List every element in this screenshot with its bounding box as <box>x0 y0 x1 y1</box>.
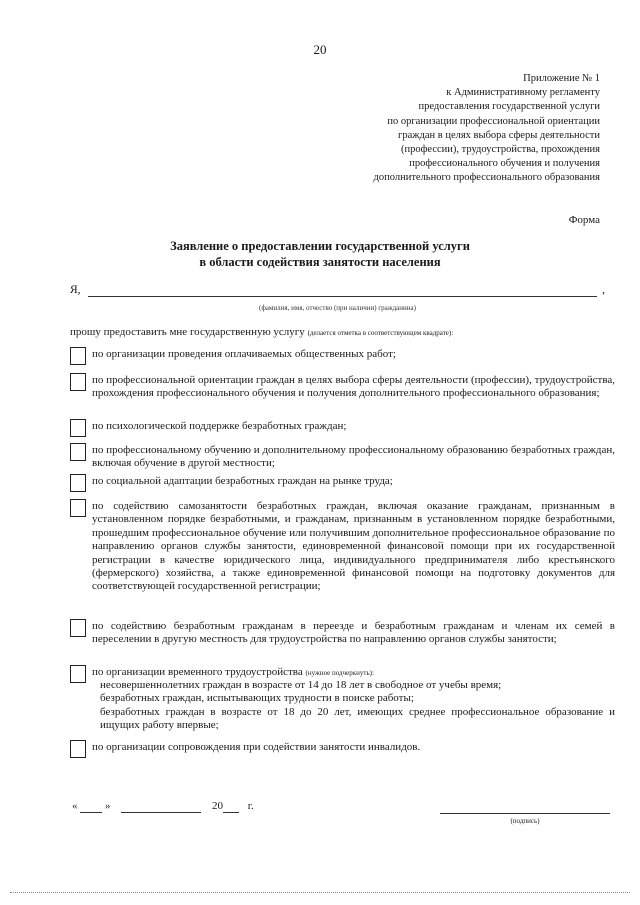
date-close-quote: » <box>105 800 111 812</box>
option-label: по организации временного трудоустройства <box>92 666 303 678</box>
temporary-employment-item[interactable]: безработных граждан, испытывающих трудности в поиске работы; <box>100 692 414 705</box>
applicant-name-hint: (фамилия, имя, отчество (при наличии) гражданина) <box>259 304 416 312</box>
date-year-prefix: 20 <box>212 800 223 812</box>
form-label: Форма <box>568 214 600 226</box>
option-checkbox[interactable] <box>70 619 86 637</box>
appendix-line: граждан в целях выбора сферы деятельности <box>398 129 600 141</box>
document-title <box>0 238 640 270</box>
option-text: по организации сопровождения при содействии занятости инвалидов. <box>92 741 421 753</box>
temporary-employment-item[interactable]: безработных граждан в возрасте от 18 до 20 лет, имеющих среднее профессиональное образование и ищущих работу впервые; <box>100 705 615 732</box>
temporary-employment-list <box>100 679 615 733</box>
appendix-line: к Административному регламенту <box>446 87 600 99</box>
title-line-2: в области содействия занятости населения <box>199 255 441 269</box>
option-text: по профессиональной ориентации граждан в целях выбора сферы деятельности (профессии), трудоустройства, прохождения профессионального обучения и получения дополнительного профессионального образования; <box>92 374 615 400</box>
date-open-quote: « <box>72 800 78 812</box>
date-day-field[interactable] <box>80 800 102 813</box>
option-checkbox[interactable] <box>70 419 86 437</box>
page-bottom-divider <box>10 892 630 893</box>
option-checkbox[interactable] <box>70 740 86 758</box>
applicant-suffix: , <box>602 284 605 296</box>
applicant-name-field[interactable] <box>88 296 597 297</box>
option-checkbox[interactable] <box>70 665 86 683</box>
appendix-line: по организации профессиональной ориентации <box>387 115 600 127</box>
signature-hint: (подпись) <box>510 817 540 825</box>
page-number: 20 <box>313 42 327 57</box>
date-year-field[interactable] <box>223 800 239 813</box>
option-text: по организации проведения оплачиваемых общественных работ; <box>92 348 396 360</box>
option-checkbox[interactable] <box>70 347 86 365</box>
appendix-line: дополнительного профессионального образования <box>373 172 600 184</box>
option-text: по содействию безработным гражданам в переезде и безработным гражданам и членам их семей в переселении в другую местность для трудоустройства по направлению органов службы занятости; <box>92 620 615 646</box>
title-line-1: Заявление о предоставлении государственной услуги <box>170 239 470 253</box>
signature-field[interactable] <box>440 813 610 814</box>
date-year-suffix: г. <box>247 800 254 812</box>
option-text: по социальной адаптации безработных граждан на рынке труда; <box>92 475 393 487</box>
temporary-employment-item[interactable]: несовершеннолетних граждан в возрасте от 14 до 18 лет в свободное от учебы время; <box>100 679 502 691</box>
option-checkbox[interactable] <box>70 499 86 517</box>
request-line <box>70 326 453 338</box>
appendix-line: предоставления государственной услуги <box>418 101 600 113</box>
appendix-line: профессионального обучения и получения <box>409 158 600 170</box>
appendix-line: Приложение № 1 <box>523 73 600 84</box>
date-line <box>72 800 254 813</box>
option-text: по профессиональному обучению и дополнительному профессиональному образованию безработных граждан, включая обучение в другой местности; <box>92 444 615 470</box>
option-text: по психологической поддержке безработных граждан; <box>92 420 347 432</box>
appendix-block <box>374 72 600 186</box>
option-checkbox[interactable] <box>70 443 86 461</box>
option-checkbox[interactable] <box>70 474 86 492</box>
applicant-prefix: Я, <box>70 284 81 296</box>
request-hint: (делается отметка в соответствующем квадрате): <box>307 329 454 337</box>
option-text: по содействию самозанятости безработных граждан, включая оказание гражданам, признанным в установленном порядке безработными, и гражданам, признанным в установленном порядке безработными, прошедшим профессиональное обучение или получившим дополнительное профессиональное образование по направлению органов службы занятости, единовременной финансовой помощи при их государственной регистрации в качестве юридического лица, индивидуального предпринимателя либо крестьянского (фермерского) хозяйства, а также единовременной финансовой помощи на подготовку документов для соответствующей государственной регистрации; <box>92 500 615 593</box>
appendix-line: (профессии), трудоустройства, прохождения <box>400 144 600 156</box>
option-hint: (нужное подчеркнуть): <box>305 669 374 677</box>
date-month-field[interactable] <box>121 800 201 813</box>
option-checkbox[interactable] <box>70 373 86 391</box>
request-text: прошу предоставить мне государственную услугу <box>70 326 305 338</box>
